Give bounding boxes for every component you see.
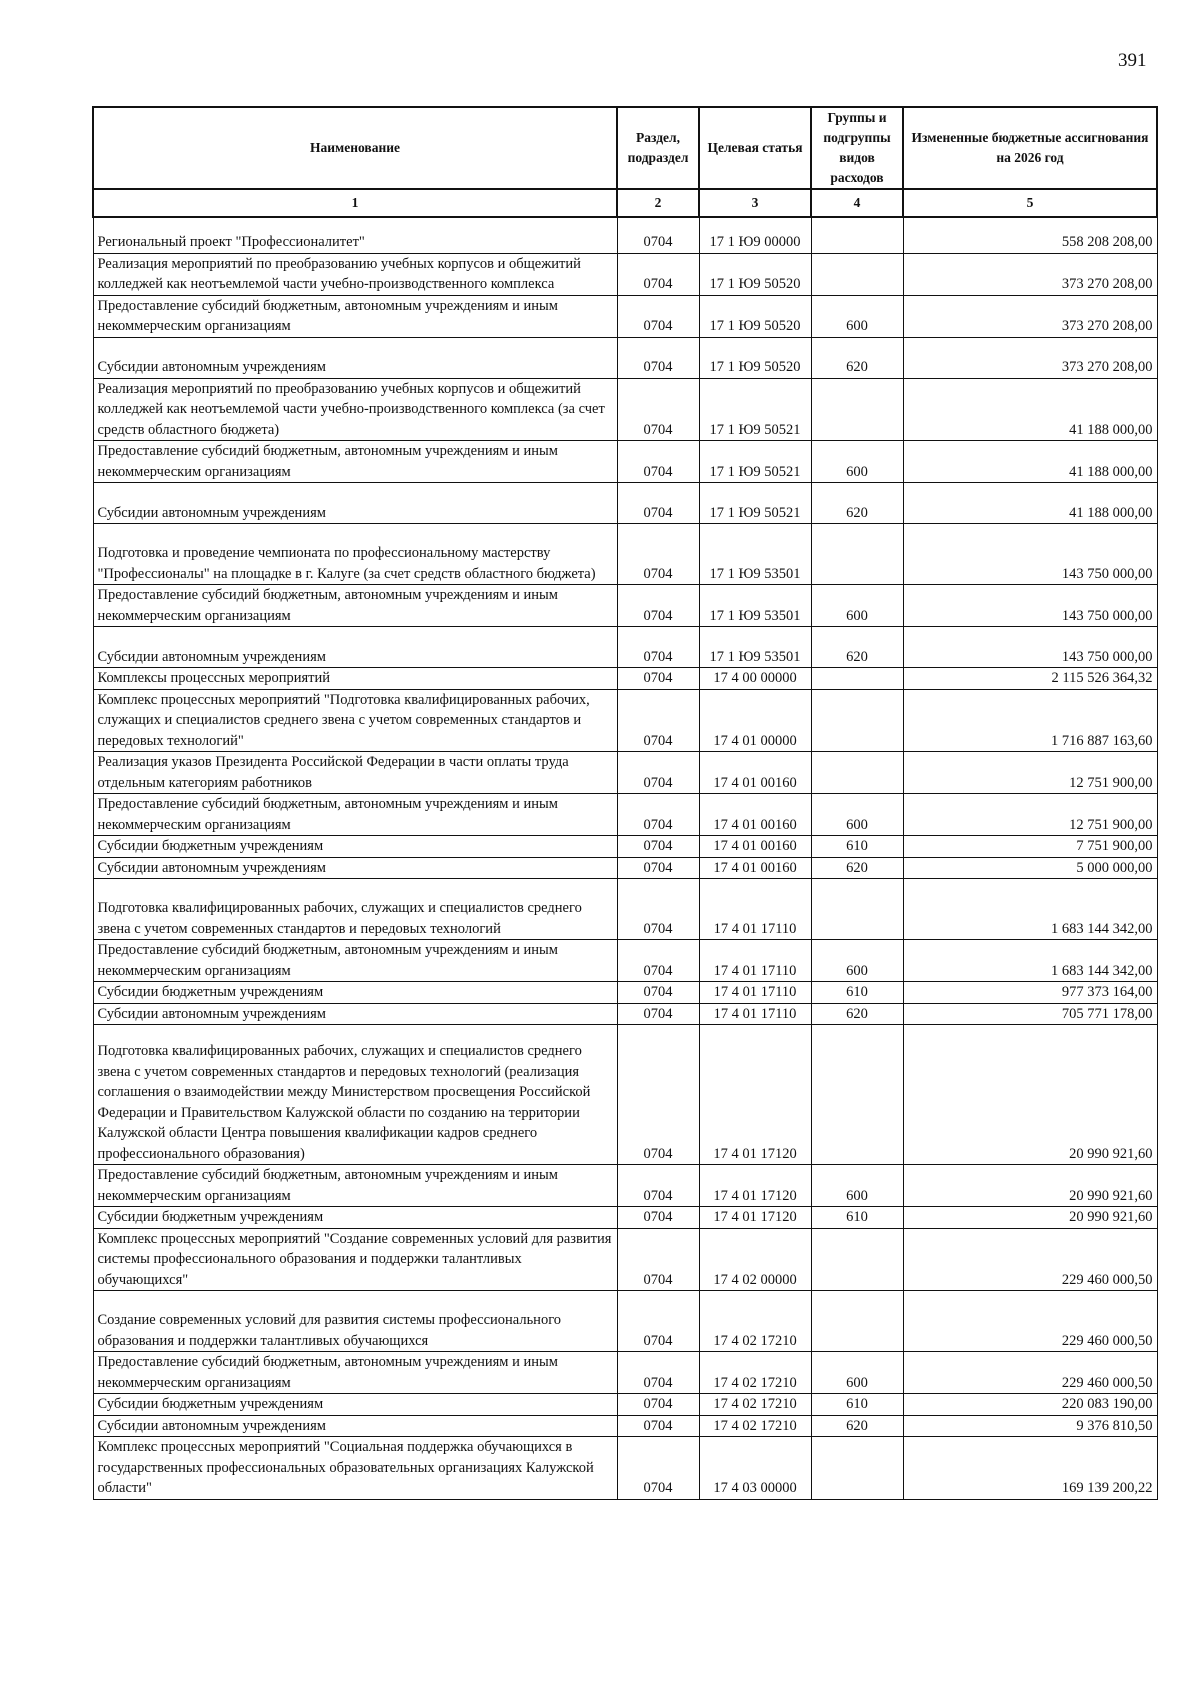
row-expense-group — [811, 217, 903, 253]
row-amount: 5 000 000,00 — [903, 857, 1157, 879]
row-name: Предоставление субсидий бюджетным, автономным учреждениям и иным некоммерческим организациям — [93, 794, 617, 836]
row-name: Субсидии автономным учреждениям — [93, 337, 617, 378]
row-target-article: 17 4 01 17110 — [699, 982, 811, 1004]
table-row — [93, 879, 1157, 940]
table-row — [93, 940, 1157, 982]
table-row — [93, 1352, 1157, 1394]
row-target-article: 17 4 00 00000 — [699, 668, 811, 690]
row-expense-group — [811, 524, 903, 585]
row-section: 0704 — [617, 836, 699, 858]
row-amount: 977 373 164,00 — [903, 982, 1157, 1004]
row-target-article: 17 4 01 17110 — [699, 940, 811, 982]
row-amount: 558 208 208,00 — [903, 217, 1157, 253]
table-row — [93, 1415, 1157, 1437]
table-row — [93, 1165, 1157, 1207]
row-target-article: 17 4 01 17120 — [699, 1207, 811, 1229]
row-target-article: 17 4 02 17210 — [699, 1291, 811, 1352]
row-section: 0704 — [617, 1025, 699, 1165]
row-section: 0704 — [617, 1352, 699, 1394]
table-row — [93, 1025, 1157, 1165]
row-expense-group — [811, 378, 903, 441]
row-section: 0704 — [617, 1415, 699, 1437]
row-expense-group: 620 — [811, 1415, 903, 1437]
column-number: 3 — [699, 189, 811, 217]
table-row — [93, 337, 1157, 378]
row-name: Субсидии автономным учреждениям — [93, 857, 617, 879]
row-section: 0704 — [617, 253, 699, 295]
row-amount: 2 115 526 364,32 — [903, 668, 1157, 690]
row-section: 0704 — [617, 857, 699, 879]
row-expense-group: 600 — [811, 1165, 903, 1207]
row-name: Предоставление субсидий бюджетным, автономным учреждениям и иным некоммерческим организациям — [93, 940, 617, 982]
row-amount: 373 270 208,00 — [903, 295, 1157, 337]
row-expense-group — [811, 1437, 903, 1500]
row-section: 0704 — [617, 524, 699, 585]
table-row — [93, 1394, 1157, 1416]
row-target-article: 17 4 02 17210 — [699, 1415, 811, 1437]
row-amount: 143 750 000,00 — [903, 627, 1157, 668]
row-name: Субсидии бюджетным учреждениям — [93, 836, 617, 858]
column-number: 1 — [93, 189, 617, 217]
row-expense-group — [811, 668, 903, 690]
table-body — [93, 217, 1157, 1499]
row-name: Субсидии автономным учреждениям — [93, 483, 617, 524]
row-amount: 229 460 000,50 — [903, 1352, 1157, 1394]
row-name: Субсидии автономным учреждениям — [93, 627, 617, 668]
row-target-article: 17 4 02 17210 — [699, 1352, 811, 1394]
row-section: 0704 — [617, 794, 699, 836]
row-expense-group: 620 — [811, 337, 903, 378]
row-amount: 169 139 200,22 — [903, 1437, 1157, 1500]
table-row — [93, 1003, 1157, 1025]
row-target-article: 17 4 02 17210 — [699, 1394, 811, 1416]
row-expense-group: 600 — [811, 940, 903, 982]
row-amount: 12 751 900,00 — [903, 752, 1157, 794]
row-expense-group: 600 — [811, 441, 903, 483]
row-expense-group — [811, 1228, 903, 1291]
row-name: Субсидии автономным учреждениям — [93, 1415, 617, 1437]
row-target-article: 17 1 Ю9 50520 — [699, 337, 811, 378]
row-expense-group: 600 — [811, 794, 903, 836]
row-name: Комплекс процессных мероприятий "Социальная поддержка обучающихся в государственных профессиональных образовательных организациях Калужской области" — [93, 1437, 617, 1500]
row-name: Субсидии бюджетным учреждениям — [93, 1207, 617, 1229]
row-amount: 220 083 190,00 — [903, 1394, 1157, 1416]
table-row — [93, 752, 1157, 794]
page-number: 391 — [1118, 50, 1147, 71]
row-section: 0704 — [617, 1207, 699, 1229]
row-name: Реализация мероприятий по преобразованию учебных корпусов и общежитий колледжей как неотъемлемой части учебно-производственного комплекса — [93, 253, 617, 295]
row-section: 0704 — [617, 217, 699, 253]
row-target-article: 17 4 01 00160 — [699, 857, 811, 879]
row-target-article: 17 1 Ю9 53501 — [699, 627, 811, 668]
row-name: Субсидии бюджетным учреждениям — [93, 982, 617, 1004]
table-row — [93, 253, 1157, 295]
row-name: Реализация мероприятий по преобразованию учебных корпусов и общежитий колледжей как неотъемлемой части учебно-производственного комплекса (за счет средств областного бюджета) — [93, 378, 617, 441]
row-target-article: 17 4 01 00160 — [699, 794, 811, 836]
row-target-article: 17 4 01 00160 — [699, 836, 811, 858]
row-target-article: 17 1 Ю9 50521 — [699, 378, 811, 441]
row-name: Подготовка и проведение чемпионата по профессиональному мастерству "Профессионалы" на площадке в г. Калуге (за счет средств областного бюджета) — [93, 524, 617, 585]
row-section: 0704 — [617, 378, 699, 441]
row-amount: 373 270 208,00 — [903, 337, 1157, 378]
row-section: 0704 — [617, 752, 699, 794]
row-expense-group: 620 — [811, 1003, 903, 1025]
row-amount: 1 683 144 342,00 — [903, 879, 1157, 940]
column-number: 2 — [617, 189, 699, 217]
table-row — [93, 483, 1157, 524]
row-section: 0704 — [617, 668, 699, 690]
row-expense-group — [811, 1025, 903, 1165]
row-expense-group — [811, 253, 903, 295]
table-row — [93, 1228, 1157, 1291]
row-expense-group: 600 — [811, 295, 903, 337]
row-name: Предоставление субсидий бюджетным, автономным учреждениям и иным некоммерческим организациям — [93, 1165, 617, 1207]
row-name: Подготовка квалифицированных рабочих, служащих и специалистов среднего звена с учетом современных стандартов и передовых технологий (реализация соглашения о взаимодействии между Министерством просвещения Российской Федерации и Правительством Калужской области по созданию на территории Калужской области Центра повышения квалификации кадров среднего профессионального образования) — [93, 1025, 617, 1165]
row-expense-group: 610 — [811, 1207, 903, 1229]
row-target-article: 17 1 Ю9 53501 — [699, 524, 811, 585]
row-expense-group: 620 — [811, 857, 903, 879]
header-name: Наименование — [93, 107, 617, 189]
row-expense-group: 600 — [811, 585, 903, 627]
row-amount: 705 771 178,00 — [903, 1003, 1157, 1025]
row-section: 0704 — [617, 337, 699, 378]
row-expense-group: 610 — [811, 836, 903, 858]
row-amount: 20 990 921,60 — [903, 1207, 1157, 1229]
row-section: 0704 — [617, 627, 699, 668]
row-section: 0704 — [617, 1394, 699, 1416]
table-row — [93, 524, 1157, 585]
table-row — [93, 836, 1157, 858]
row-section: 0704 — [617, 1291, 699, 1352]
row-name: Комплексы процессных мероприятий — [93, 668, 617, 690]
row-section: 0704 — [617, 1437, 699, 1500]
row-section: 0704 — [617, 879, 699, 940]
row-amount: 9 376 810,50 — [903, 1415, 1157, 1437]
row-target-article: 17 4 01 17120 — [699, 1025, 811, 1165]
row-amount: 1 683 144 342,00 — [903, 940, 1157, 982]
row-amount: 20 990 921,60 — [903, 1165, 1157, 1207]
row-name: Комплекс процессных мероприятий "Подготовка квалифицированных рабочих, служащих и специалистов среднего звена с учетом современных стандартов и передовых технологий" — [93, 689, 617, 752]
row-expense-group: 620 — [811, 483, 903, 524]
row-amount: 1 716 887 163,60 — [903, 689, 1157, 752]
row-expense-group — [811, 752, 903, 794]
header-section: Раздел, подраздел — [617, 107, 699, 189]
table-row — [93, 982, 1157, 1004]
row-section: 0704 — [617, 585, 699, 627]
row-expense-group: 600 — [811, 1352, 903, 1394]
table-row — [93, 378, 1157, 441]
row-amount: 7 751 900,00 — [903, 836, 1157, 858]
row-target-article: 17 4 02 00000 — [699, 1228, 811, 1291]
row-target-article: 17 4 01 17110 — [699, 879, 811, 940]
table-row — [93, 295, 1157, 337]
row-amount: 229 460 000,50 — [903, 1228, 1157, 1291]
table-row — [93, 668, 1157, 690]
header-amount-2026: Измененные бюджетные ассигнования на 2026 год — [903, 107, 1157, 189]
row-amount: 41 188 000,00 — [903, 441, 1157, 483]
row-expense-group: 610 — [811, 982, 903, 1004]
row-expense-group — [811, 1291, 903, 1352]
row-name: Предоставление субсидий бюджетным, автономным учреждениям и иным некоммерческим организациям — [93, 585, 617, 627]
row-section: 0704 — [617, 483, 699, 524]
row-expense-group — [811, 879, 903, 940]
row-name: Региональный проект "Профессионалитет" — [93, 217, 617, 253]
header-expense-group: Группы и подгруппы видов расходов — [811, 107, 903, 189]
row-target-article: 17 1 Ю9 50520 — [699, 295, 811, 337]
row-name: Субсидии автономным учреждениям — [93, 1003, 617, 1025]
table-row — [93, 441, 1157, 483]
row-section: 0704 — [617, 1228, 699, 1291]
row-name: Предоставление субсидий бюджетным, автономным учреждениям и иным некоммерческим организациям — [93, 295, 617, 337]
table-row — [93, 857, 1157, 879]
row-name: Создание современных условий для развития системы профессионального образования и поддержки талантливых обучающихся — [93, 1291, 617, 1352]
row-target-article: 17 4 01 00160 — [699, 752, 811, 794]
row-amount: 12 751 900,00 — [903, 794, 1157, 836]
table-row — [93, 689, 1157, 752]
row-name: Подготовка квалифицированных рабочих, служащих и специалистов среднего звена с учетом современных стандартов и передовых технологий — [93, 879, 617, 940]
row-section: 0704 — [617, 295, 699, 337]
row-name: Реализация указов Президента Российской Федерации в части оплаты труда отдельным категориям работников — [93, 752, 617, 794]
row-section: 0704 — [617, 1165, 699, 1207]
row-target-article: 17 1 Ю9 50520 — [699, 253, 811, 295]
row-name: Комплекс процессных мероприятий "Создание современных условий для развития системы профессионального образования и поддержки талантливых обучающихся" — [93, 1228, 617, 1291]
row-amount: 229 460 000,50 — [903, 1291, 1157, 1352]
row-target-article: 17 4 01 00000 — [699, 689, 811, 752]
header-target-article: Целевая статья — [699, 107, 811, 189]
table-row — [93, 627, 1157, 668]
row-amount: 20 990 921,60 — [903, 1025, 1157, 1165]
table-row — [93, 1207, 1157, 1229]
row-expense-group: 620 — [811, 627, 903, 668]
row-target-article: 17 1 Ю9 00000 — [699, 217, 811, 253]
row-expense-group — [811, 689, 903, 752]
table-row — [93, 1291, 1157, 1352]
row-name: Субсидии бюджетным учреждениям — [93, 1394, 617, 1416]
table-row — [93, 794, 1157, 836]
table-row — [93, 1437, 1157, 1500]
row-section: 0704 — [617, 940, 699, 982]
row-target-article: 17 1 Ю9 53501 — [699, 585, 811, 627]
row-target-article: 17 4 03 00000 — [699, 1437, 811, 1500]
table-row — [93, 217, 1157, 253]
row-amount: 41 188 000,00 — [903, 378, 1157, 441]
row-amount: 41 188 000,00 — [903, 483, 1157, 524]
row-section: 0704 — [617, 441, 699, 483]
row-section: 0704 — [617, 982, 699, 1004]
row-section: 0704 — [617, 689, 699, 752]
row-name: Предоставление субсидий бюджетным, автономным учреждениям и иным некоммерческим организациям — [93, 1352, 617, 1394]
row-target-article: 17 4 01 17120 — [699, 1165, 811, 1207]
column-number: 5 — [903, 189, 1157, 217]
row-expense-group: 610 — [811, 1394, 903, 1416]
column-number: 4 — [811, 189, 903, 217]
row-amount: 143 750 000,00 — [903, 524, 1157, 585]
row-amount: 373 270 208,00 — [903, 253, 1157, 295]
row-target-article: 17 1 Ю9 50521 — [699, 483, 811, 524]
table-row — [93, 585, 1157, 627]
row-target-article: 17 4 01 17110 — [699, 1003, 811, 1025]
row-section: 0704 — [617, 1003, 699, 1025]
row-target-article: 17 1 Ю9 50521 — [699, 441, 811, 483]
row-amount: 143 750 000,00 — [903, 585, 1157, 627]
budget-table — [92, 106, 1158, 1500]
row-name: Предоставление субсидий бюджетным, автономным учреждениям и иным некоммерческим организациям — [93, 441, 617, 483]
